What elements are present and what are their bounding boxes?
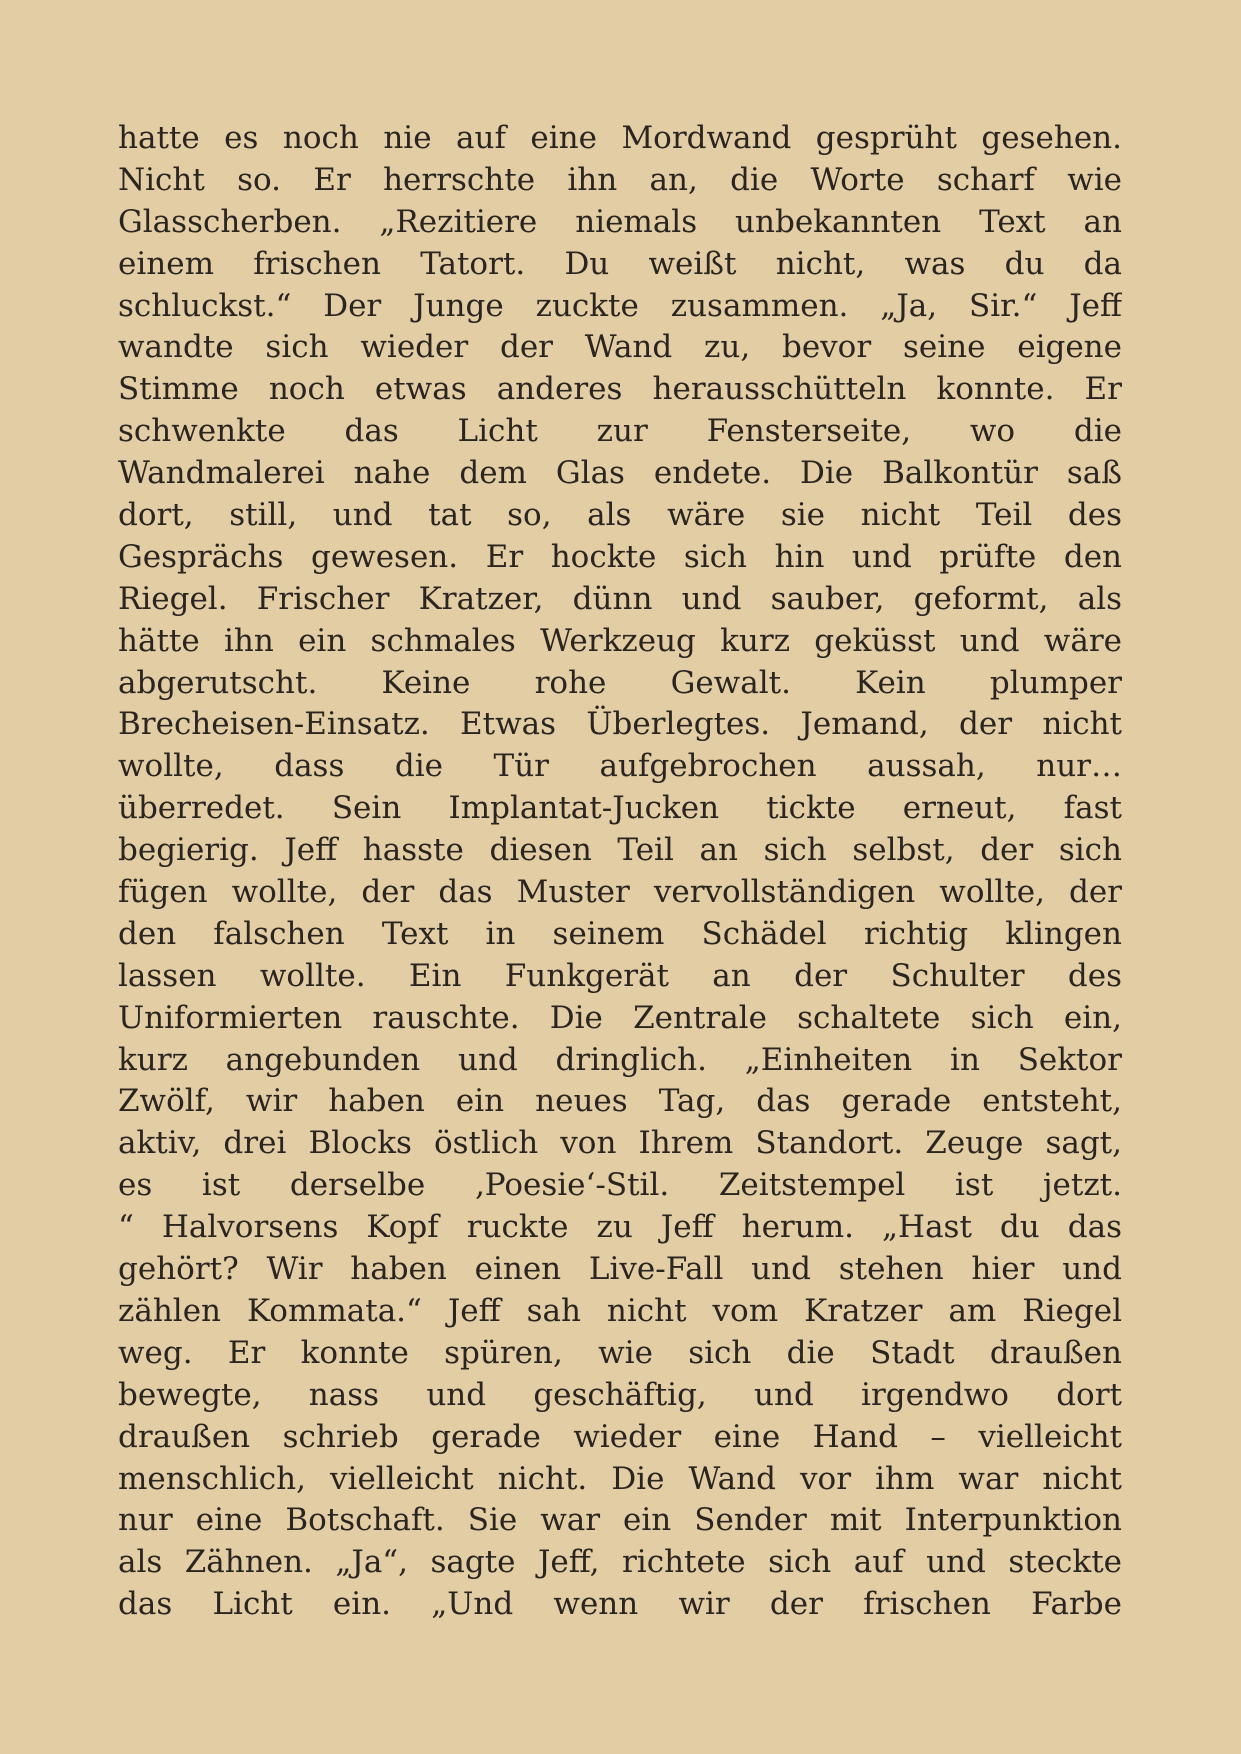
text-line-22: Uniformierten rauschte. Die Zentrale schaltete sich ein, (118, 999, 1122, 1036)
text-line-7: Stimme noch etwas anderes herausschütteln konnte. Er (118, 371, 1122, 408)
body-text (118, 118, 1122, 1626)
text-line-19: fügen wollte, der das Muster vervollständigen wollte, der (118, 874, 1122, 911)
text-line-30: weg. Er konnte spüren, wie sich die Stadt draußen (118, 1334, 1122, 1371)
text-line-1: hatte es noch nie auf eine Mordwand gesprüht gesehen. (118, 120, 1122, 156)
text-line-29: zählen Kommata.“ Jeff sah nicht vom Kratzer am Riegel (118, 1292, 1122, 1329)
text-line-11: Gesprächs gewesen. Er hockte sich hin und prüfte den (118, 538, 1122, 575)
text-line-6: wandte sich wieder der Wand zu, bevor seine eigene (118, 329, 1122, 366)
text-line-33: menschlich, vielleicht nicht. Die Wand vor ihm war nicht (118, 1460, 1122, 1497)
text-line-9: Wandmalerei nahe dem Glas endete. Die Balkontür saß (118, 455, 1122, 492)
text-line-26: es ist derselbe ‚Poesie‘-Stil. Zeitstempel ist jetzt. (118, 1167, 1122, 1204)
text-line-5: schluckst.“ Der Junge zuckte zusammen. „Ja, Sir.“ Jeff (118, 287, 1122, 324)
text-line-31: bewegte, nass und geschäftig, und irgendwo dort (118, 1376, 1122, 1413)
text-line-36: das Licht ein. „Und wenn wir der frischen Farbe (118, 1586, 1122, 1623)
text-line-10: dort, still, und tat so, als wäre sie nicht Teil des (118, 497, 1122, 534)
text-line-32: draußen schrieb gerade wieder eine Hand – vielleicht (118, 1418, 1122, 1455)
text-line-12: Riegel. Frischer Kratzer, dünn und sauber, geformt, als (118, 580, 1122, 617)
text-line-3: Glasscherben. „Rezitiere niemals unbekannten Text an (118, 203, 1122, 240)
text-line-24: Zwölf, wir haben ein neues Tag, das gerade entsteht, (118, 1083, 1122, 1120)
text-line-13: hätte ihn ein schmales Werkzeug kurz geküsst und wäre (118, 622, 1122, 659)
text-line-25: aktiv, drei Blocks östlich von Ihrem Standort. Zeuge sagt, (118, 1125, 1122, 1162)
text-line-15: Brecheisen-Einsatz. Etwas Überlegtes. Jemand, der nicht (118, 706, 1122, 743)
text-line-14: abgerutscht. Keine rohe Gewalt. Kein plumper (118, 664, 1122, 701)
text-line-34: nur eine Botschaft. Sie war ein Sender mit Interpunktion (118, 1502, 1122, 1539)
text-line-28: gehört? Wir haben einen Live-Fall und stehen hier und (118, 1251, 1122, 1288)
text-line-16: wollte, dass die Tür aufgebrochen aussah, nur… (118, 748, 1122, 785)
text-line-20: den falschen Text in seinem Schädel richtig klingen (118, 915, 1122, 952)
text-line-8: schwenkte das Licht zur Fensterseite, wo die (118, 413, 1122, 450)
text-line-18: begierig. Jeff hasste diesen Teil an sich selbst, der sich (118, 832, 1122, 869)
text-line-21: lassen wollte. Ein Funkgerät an der Schulter des (118, 957, 1122, 994)
text-line-17: überredet. Sein Implantat-Jucken tickte erneut, fast (118, 790, 1122, 827)
text-line-27: “ Halvorsens Kopf ruckte zu Jeff herum. „Hast du das (118, 1209, 1122, 1246)
text-line-23: kurz angebunden und dringlich. „Einheiten in Sektor (118, 1041, 1122, 1078)
text-line-2: Nicht so. Er herrschte ihn an, die Worte scharf wie (118, 161, 1122, 198)
text-line-35: als Zähnen. „Ja“, sagte Jeff, richtete sich auf und steckte (118, 1544, 1122, 1581)
text-line-4: einem frischen Tatort. Du weißt nicht, was du da (118, 245, 1122, 282)
